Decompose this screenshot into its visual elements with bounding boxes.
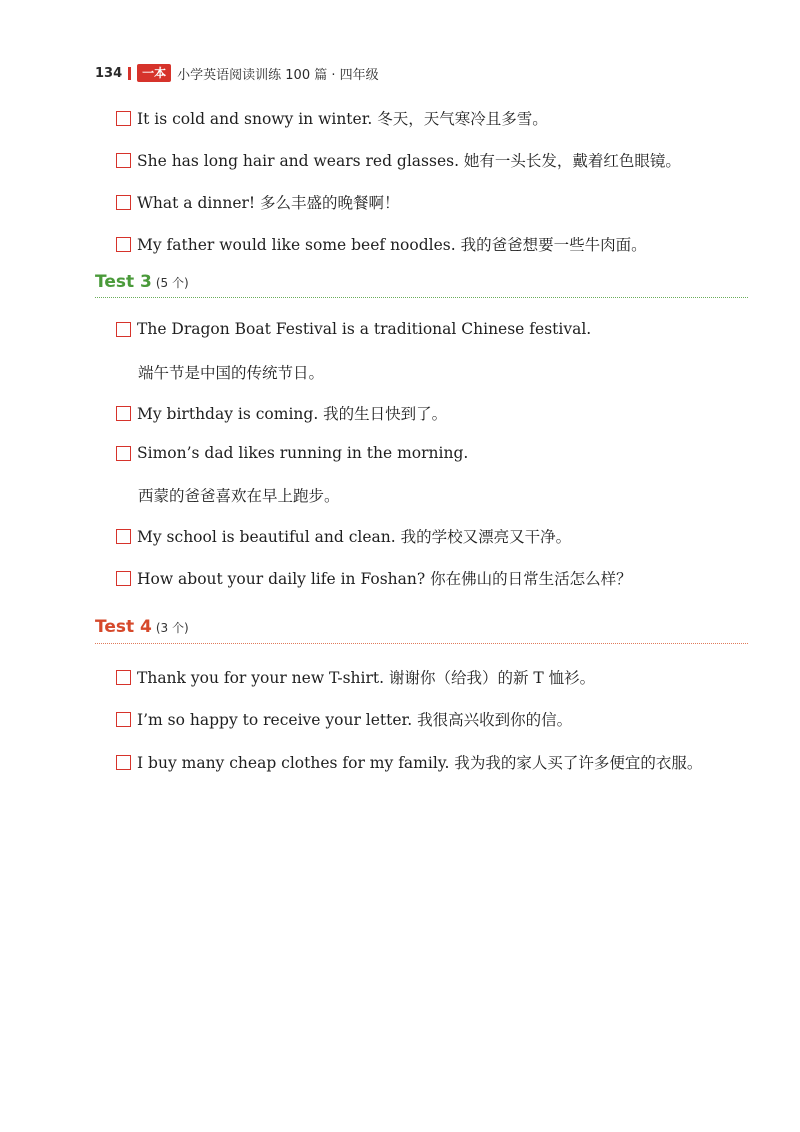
test4-item-3 [116, 751, 702, 773]
test3-heading [95, 272, 189, 292]
test3-item-3 [116, 444, 468, 462]
test4-divider [95, 643, 748, 644]
item-text: My father would like some beef noodles. 我的爸爸想要一些牛肉面。 [137, 236, 647, 254]
checkbox[interactable] [116, 571, 131, 586]
checkbox[interactable] [116, 237, 131, 252]
checkbox[interactable] [116, 670, 131, 685]
test4-count: (3 个) [155, 621, 189, 635]
page-header [95, 62, 379, 84]
checkbox[interactable] [116, 153, 131, 168]
item-text: What a dinner! 多么丰盛的晚餐啊！ [137, 194, 400, 212]
checkbox[interactable] [116, 529, 131, 544]
test4-item-1 [116, 666, 595, 688]
test3-item-1 [116, 320, 591, 338]
test3-item-1-translation: 端午节是中国的传统节日。 [138, 364, 325, 382]
checkbox[interactable] [116, 322, 131, 337]
test2-item-4 [116, 233, 647, 255]
checkbox[interactable] [116, 755, 131, 770]
publisher-logo: 一本 [137, 64, 171, 82]
item-text: Thank you for your new T-shirt. 谢谢你（给我）的新 T 恤衫。 [137, 669, 596, 687]
item-text: I’m so happy to receive your letter. 我很高兴收到你的信。 [137, 711, 573, 729]
item-text: Simon’s dad likes running in the morning. [137, 444, 469, 462]
item-text: How about your daily life in Foshan? 你在佛山的日常生活怎么样？ [137, 570, 632, 588]
book-title: 小学英语阅读训练 100 篇 · 四年级 [177, 67, 379, 83]
item-text: She has long hair and wears red glasses. 她有一头长发，戴着红色眼镜。 [137, 152, 681, 170]
item-text: It is cold and snowy in winter. 冬天，天气寒冷且多雪。 [137, 110, 548, 128]
checkbox[interactable] [116, 195, 131, 210]
item-text: My school is beautiful and clean. 我的学校又漂亮又干净。 [137, 528, 572, 546]
header-divider [128, 67, 131, 80]
test3-item-4 [116, 525, 571, 547]
page-number: 134 [95, 65, 123, 81]
test3-title: Test 3 [95, 272, 152, 292]
item-text: The Dragon Boat Festival is a traditional Chinese festival. [137, 320, 592, 338]
test2-item-2 [116, 149, 681, 171]
checkbox[interactable] [116, 111, 131, 126]
test4-item-2 [116, 708, 572, 730]
checkbox[interactable] [116, 712, 131, 727]
test4-title: Test 4 [95, 617, 152, 637]
test3-divider [95, 297, 748, 298]
test3-item-3-translation: 西蒙的爸爸喜欢在早上跑步。 [138, 487, 340, 505]
test4-heading [95, 617, 189, 637]
item-text: My birthday is coming. 我的生日快到了。 [137, 405, 448, 423]
test3-item-2 [116, 402, 447, 424]
test2-item-1 [116, 107, 548, 129]
checkbox[interactable] [116, 406, 131, 421]
checkbox[interactable] [116, 446, 131, 461]
test3-item-5 [116, 567, 632, 589]
test2-item-3 [116, 191, 400, 213]
test3-count: (5 个) [155, 276, 189, 290]
item-text: I buy many cheap clothes for my family. 我为我的家人买了许多便宜的衣服。 [137, 754, 703, 772]
